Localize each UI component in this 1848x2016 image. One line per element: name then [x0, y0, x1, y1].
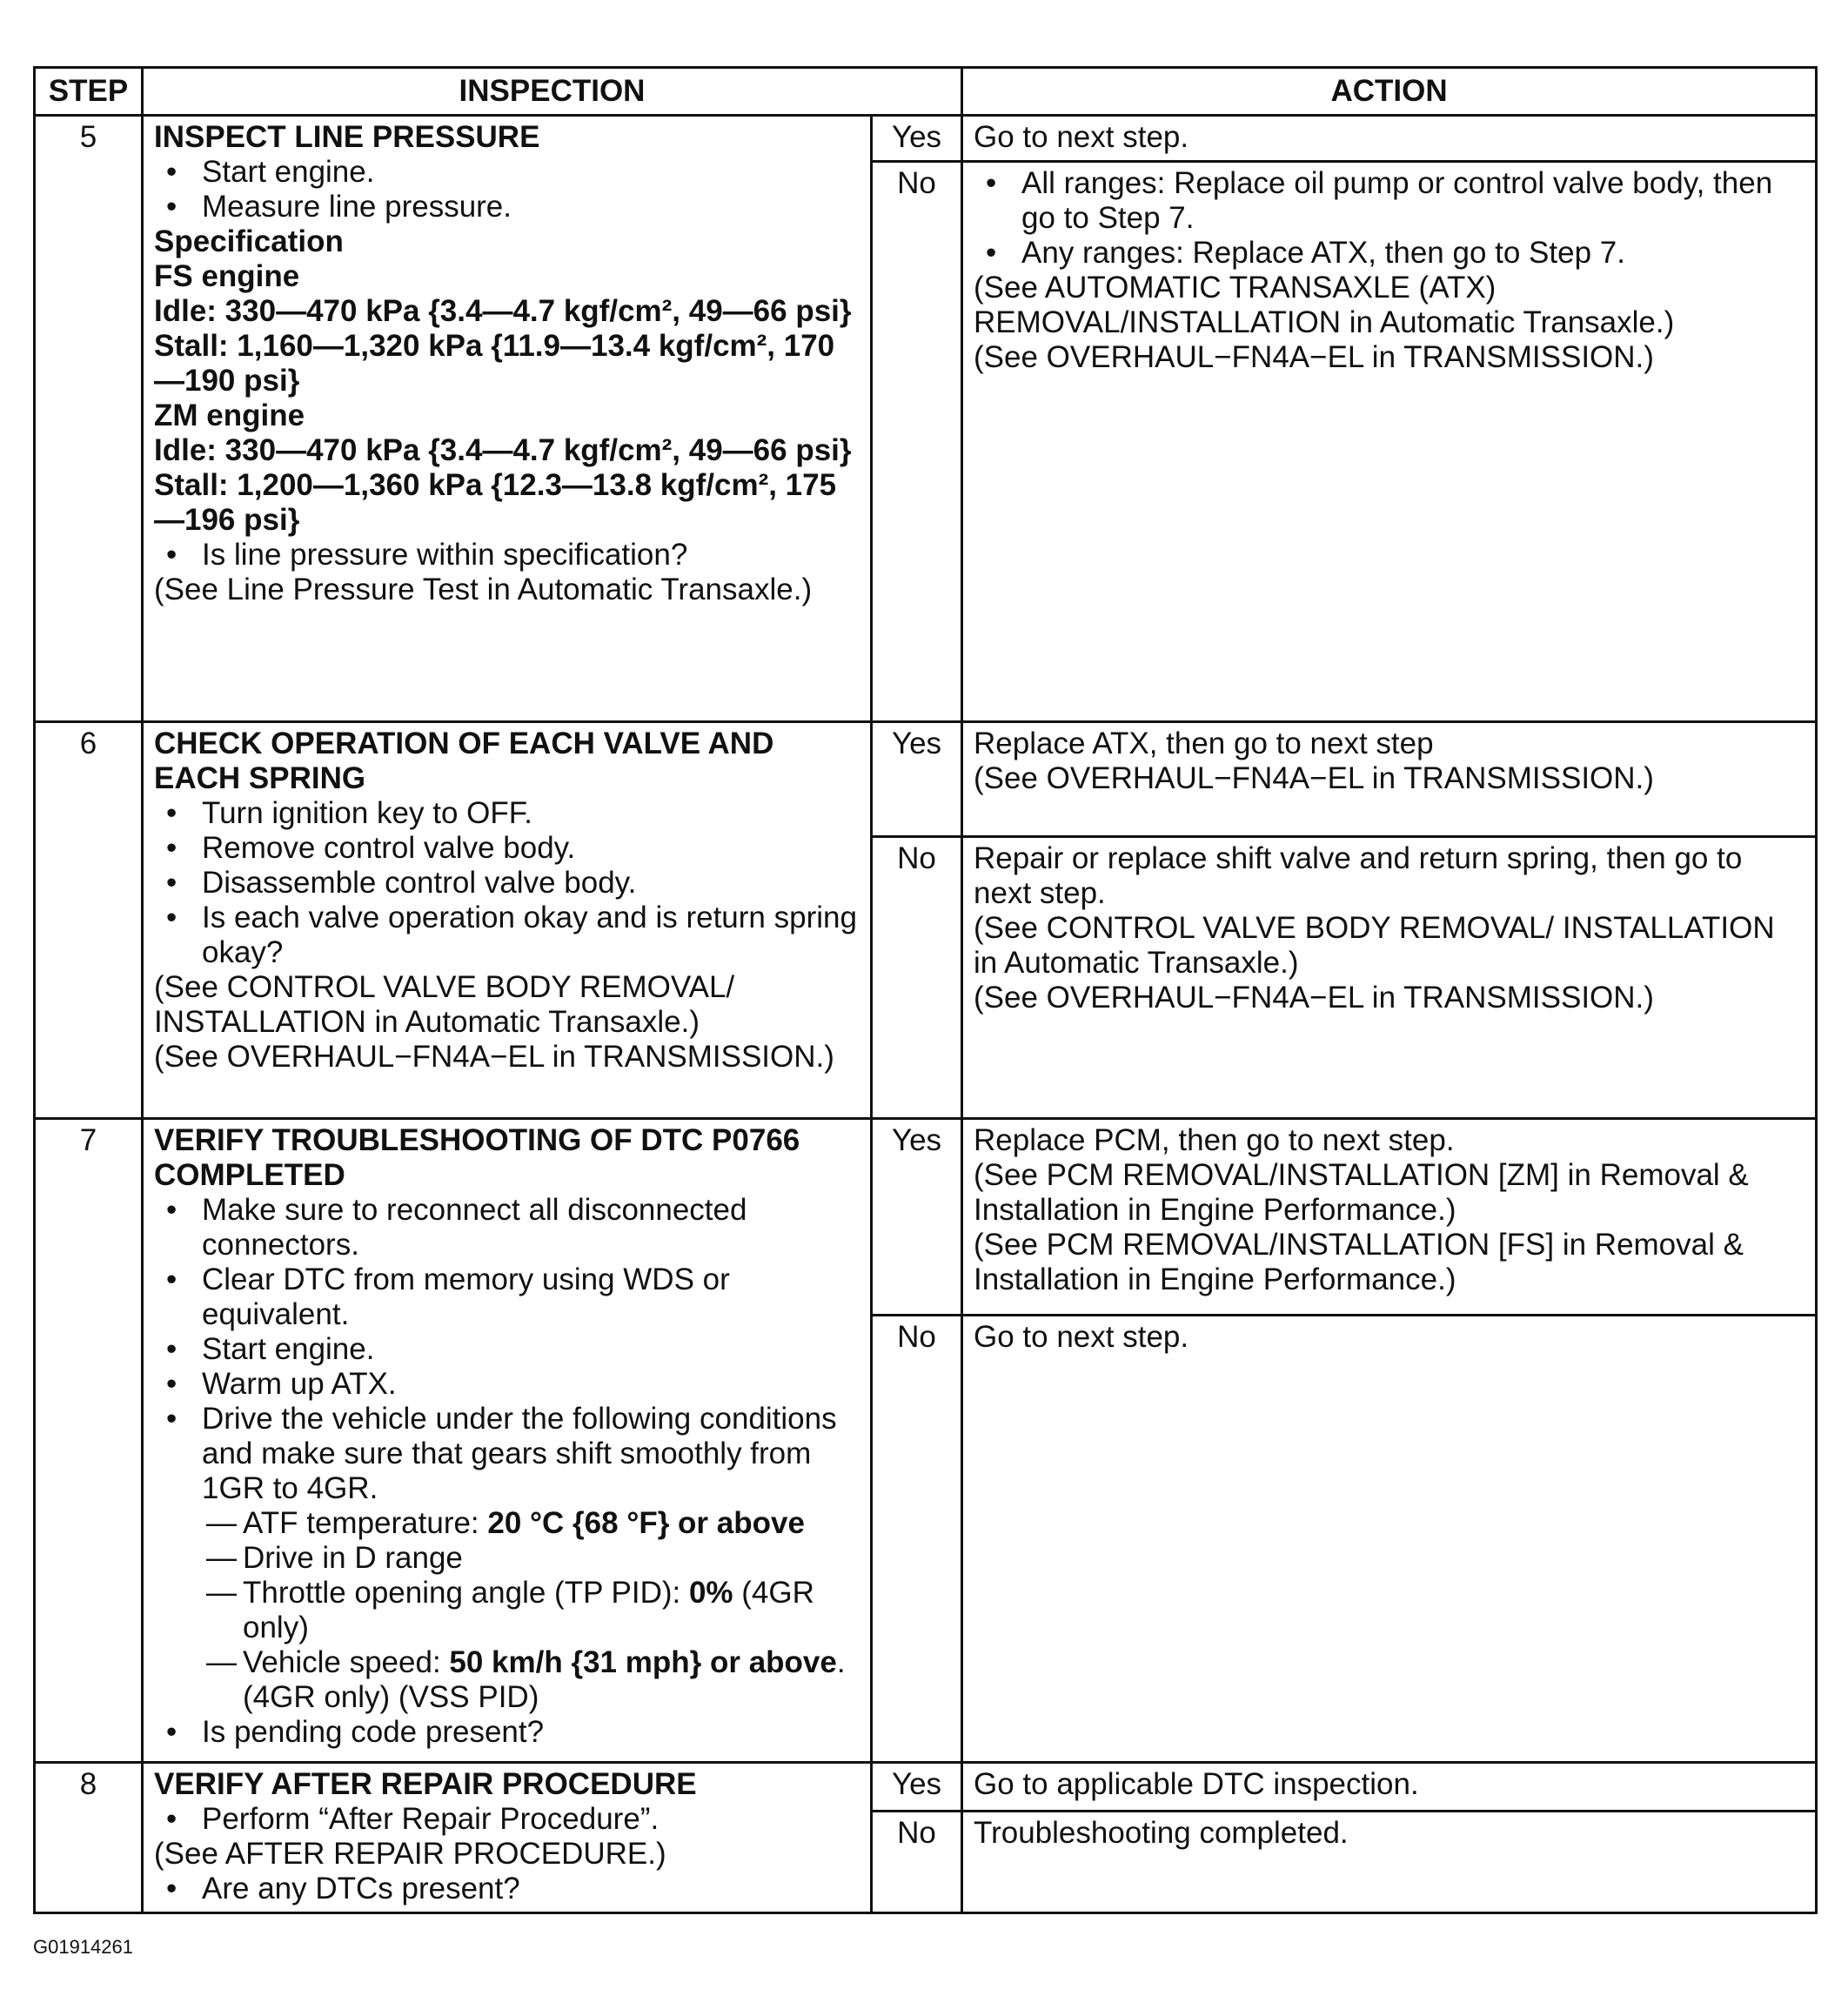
header-step: STEP: [35, 68, 143, 116]
reference-text: (See Line Pressure Test in Automatic Transaxle.): [154, 573, 813, 606]
no-action-cell: [962, 162, 1817, 722]
action-text: Go to next step.: [974, 120, 1189, 154]
header-inspection: INSPECTION: [143, 68, 962, 116]
reference-text: (See OVERHAUL−FN4A−EL in TRANSMISSION.): [974, 761, 1654, 795]
reference-text: (See PCM REMOVAL/INSTALLATION [FS] in Removal & Installation in Engine Performance.): [974, 1228, 1744, 1296]
spec-label: Specification: [154, 224, 344, 258]
inspection-cell: [143, 116, 872, 722]
yes-action-cell: [962, 116, 1817, 162]
table-row: [35, 722, 1817, 837]
no-label: No: [872, 1316, 962, 1763]
condition-value: 20 °C {68 °F} or above: [487, 1506, 805, 1540]
engine-label: FS engine: [154, 259, 300, 293]
reference-text: (See CONTROL VALVE BODY REMOVAL/ INSTALLATION in Automatic Transaxle.): [154, 970, 735, 1039]
condition-item: [154, 1506, 860, 1541]
bullet-list: [154, 1193, 860, 1506]
list-item: • Are any DTCs present?: [154, 1872, 860, 1906]
figure-id: G01914261: [33, 1936, 133, 1958]
action-text: Troubleshooting completed.: [974, 1815, 1349, 1850]
list-item: • Drive the vehicle under the following conditions and make sure that gears shift smoothly from 1GR to 4GR.: [154, 1402, 860, 1506]
inspection-cell: [143, 1763, 872, 1913]
condition-text: Drive in D range: [243, 1541, 463, 1575]
action-text: Replace ATX, then go to next step: [974, 727, 1434, 760]
action-text: Go to applicable DTC inspection.: [974, 1767, 1419, 1801]
no-label: No: [872, 162, 962, 722]
condition-item: [154, 1576, 860, 1645]
action-text: Replace PCM, then go to next step.: [974, 1123, 1455, 1157]
table-row: [35, 1763, 1817, 1812]
header-action: ACTION: [962, 68, 1817, 116]
step-number: 7: [35, 1119, 143, 1763]
spec-value: Stall: 1,160—1,320 kPa {11.9—13.4 kgf/cm², 170—190 psi}: [154, 329, 835, 398]
list-item: • Start engine.: [154, 1332, 860, 1367]
no-label: No: [872, 837, 962, 1119]
bullet-list: [974, 166, 1804, 271]
inspection-title: CHECK OPERATION OF EACH VALVE AND EACH SPRING: [154, 727, 774, 795]
condition-text: (4GR only): [243, 1576, 814, 1644]
bullet-list: [154, 1802, 860, 1837]
condition-text: Throttle opening angle (TP PID):: [243, 1576, 689, 1610]
condition-value: 0%: [688, 1576, 733, 1610]
list-item: • Make sure to reconnect all disconnected connectors.: [154, 1193, 860, 1263]
inspection-title: VERIFY TROUBLESHOOTING OF DTC P0766 COMPLETED: [154, 1123, 800, 1192]
list-item: • Disassemble control valve body.: [154, 866, 860, 901]
no-action-cell: [962, 837, 1817, 1119]
spec-value: Idle: 330—470 kPa {3.4—4.7 kgf/cm², 49—66 psi}: [154, 433, 852, 467]
condition-text: . (4GR only) (VSS PID): [243, 1645, 846, 1714]
yes-label: Yes: [872, 116, 962, 162]
action-text: Go to next step.: [974, 1320, 1189, 1354]
bullet-list: [154, 538, 860, 573]
yes-label: Yes: [872, 1763, 962, 1812]
table-row: [35, 1119, 1817, 1316]
inspection-title: VERIFY AFTER REPAIR PROCEDURE: [154, 1767, 697, 1801]
list-item: • Warm up ATX.: [154, 1367, 860, 1402]
yes-action-cell: [962, 722, 1817, 837]
reference-text: (See CONTROL VALVE BODY REMOVAL/ INSTALLATION in Automatic Transaxle.): [974, 911, 1775, 980]
no-action-cell: [962, 1316, 1817, 1763]
list-item: • Perform “After Repair Procedure”.: [154, 1802, 860, 1837]
spec-value: Stall: 1,200—1,360 kPa {12.3—13.8 kgf/cm², 175—196 psi}: [154, 468, 837, 537]
list-item: • Is pending code present?: [154, 1715, 860, 1750]
engine-label: ZM engine: [154, 399, 305, 432]
action-text: Repair or replace shift valve and return spring, then go to next step.: [974, 841, 1743, 910]
step-number: 8: [35, 1763, 143, 1913]
list-item: • Start engine.: [154, 155, 860, 190]
condition-item: [154, 1541, 860, 1576]
yes-action-cell: [962, 1119, 1817, 1316]
bullet-list: [154, 796, 860, 970]
bullet-list: [154, 155, 860, 224]
list-item: • All ranges: Replace oil pump or control valve body, then go to Step 7.: [974, 166, 1804, 236]
list-item: • Is line pressure within specification?: [154, 538, 860, 573]
inspection-cell: [143, 722, 872, 1119]
bullet-list: [154, 1715, 860, 1750]
yes-label: Yes: [872, 1119, 962, 1316]
condition-text: Vehicle speed:: [243, 1645, 450, 1679]
reference-text: (See OVERHAUL−FN4A−EL in TRANSMISSION.): [974, 981, 1654, 1015]
bullet-list: [154, 1872, 860, 1906]
inspection-cell: [143, 1119, 872, 1763]
reference-text: (See OVERHAUL−FN4A−EL in TRANSMISSION.): [154, 1040, 834, 1074]
condition-value: 50 km/h {31 mph} or above: [449, 1645, 837, 1679]
reference-text: (See AFTER REPAIR PROCEDURE.): [154, 1837, 666, 1871]
yes-action-cell: [962, 1763, 1817, 1812]
list-item: • Clear DTC from memory using WDS or equivalent.: [154, 1263, 860, 1332]
condition-text: ATF temperature:: [243, 1506, 488, 1540]
step-number: 6: [35, 722, 143, 1119]
reference-text: (See AUTOMATIC TRANSAXLE (ATX) REMOVAL/INSTALLATION in Automatic Transaxle.): [974, 271, 1675, 339]
reference-text: (See PCM REMOVAL/INSTALLATION [ZM] in Removal & Installation in Engine Performance.): [974, 1158, 1749, 1227]
step-number: 5: [35, 116, 143, 722]
spec-value: Idle: 330—470 kPa {3.4—4.7 kgf/cm², 49—66 psi}: [154, 294, 852, 328]
table-header-row: [35, 68, 1817, 116]
table-row: [35, 116, 1817, 162]
diagnostic-procedure-table: [33, 66, 1818, 1914]
no-label: No: [872, 1811, 962, 1912]
list-item: • Any ranges: Replace ATX, then go to Step 7.: [974, 236, 1804, 271]
list-item: • Is each valve operation okay and is return spring okay?: [154, 901, 860, 970]
reference-text: (See OVERHAUL−FN4A−EL in TRANSMISSION.): [974, 340, 1654, 374]
inspection-title: INSPECT LINE PRESSURE: [154, 120, 540, 154]
yes-label: Yes: [872, 722, 962, 837]
list-item: • Remove control valve body.: [154, 831, 860, 866]
list-item: • Measure line pressure.: [154, 190, 860, 224]
list-item: • Turn ignition key to OFF.: [154, 796, 860, 831]
condition-item: [154, 1645, 860, 1715]
no-action-cell: [962, 1811, 1817, 1912]
